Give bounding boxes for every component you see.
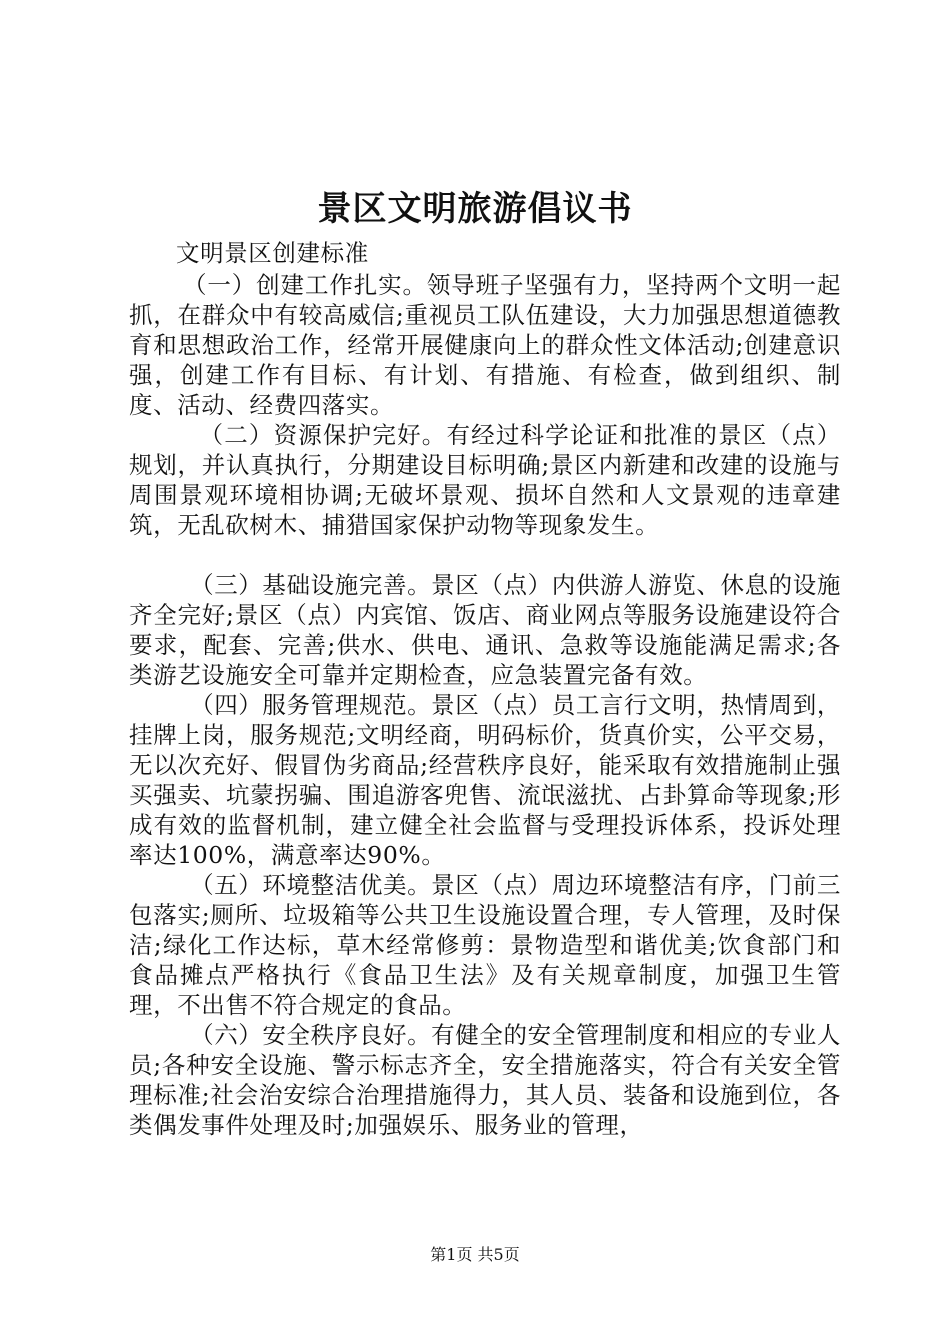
document-title: 景区文明旅游倡议书	[317, 189, 633, 229]
paragraph-4: （四）服务管理规范。景区（点）员工言行文明，热情周到，挂牌上岗，服务规范;文明经商，明码标价，货真价实，公平交易，无以次充好、假冒伪劣商品;经营秩序良好，能采取有效措施制止强买强卖、坑蒙拐骗、围追游客兜售、流氓滋扰、占卦算命等现象;形成有效的监督机制，建立健全社会监督与受理投诉体系，投诉处理率达100%，满意率达90%。	[129, 691, 841, 869]
paragraph-1: （一）创建工作扎实。领导班子坚强有力，坚持两个文明一起抓，在群众中有较高威信;重视员工队伍建设，大力加强思想道德教育和思想政治工作，经常开展健康向上的群众性文体活动;创建意识强，创建工作有目标、有计划、有措施、有检查，做到组织、制度、活动、经费四落实。	[129, 271, 841, 419]
page-footer	[0, 1244, 950, 1266]
paragraph-5: （五）环境整洁优美。景区（点）周边环境整洁有序，门前三包落实;厕所、垃圾箱等公共卫生设施设置合理，专人管理，及时保洁;绿化工作达标，草木经常修剪：景物造型和谐优美;饮食部门和食品摊点严格执行《食品卫生法》及有关规章制度，加强卫生管理，不出售不符合规定的食品。	[129, 871, 841, 1019]
paragraph-3: （三）基础设施完善。景区（点）内供游人游览、休息的设施齐全完好;景区（点）内宾馆、饭店、商业网点等服务设施建设符合要求，配套、完善;供水、供电、通讯、急救等设施能满足需求;各类游艺设施安全可靠并定期检查，应急装置完备有效。	[129, 571, 841, 689]
paragraph-2: （二）资源保护完好。有经过科学论证和批准的景区（点）规划，并认真执行，分期建设目标明确;景区内新建和改建的设施与周围景观环境相协调;无破坏景观、损坏自然和人文景观的违章建筑，无乱砍树木、捕猎国家保护动物等现象发生。	[129, 421, 841, 539]
subheading: 文明景区创建标准	[176, 239, 369, 267]
paragraph-6: （六）安全秩序良好。有健全的安全管理制度和相应的专业人员;各种安全设施、警示标志齐全，安全措施落实，符合有关安全管理标准;社会治安综合治理措施得力，其人员、装备和设施到位，各类偶发事件处理及时;加强娱乐、服务业的管理，	[129, 1021, 841, 1139]
document-body	[129, 238, 841, 1140]
page-number: 第1页 共5页	[430, 1245, 520, 1264]
